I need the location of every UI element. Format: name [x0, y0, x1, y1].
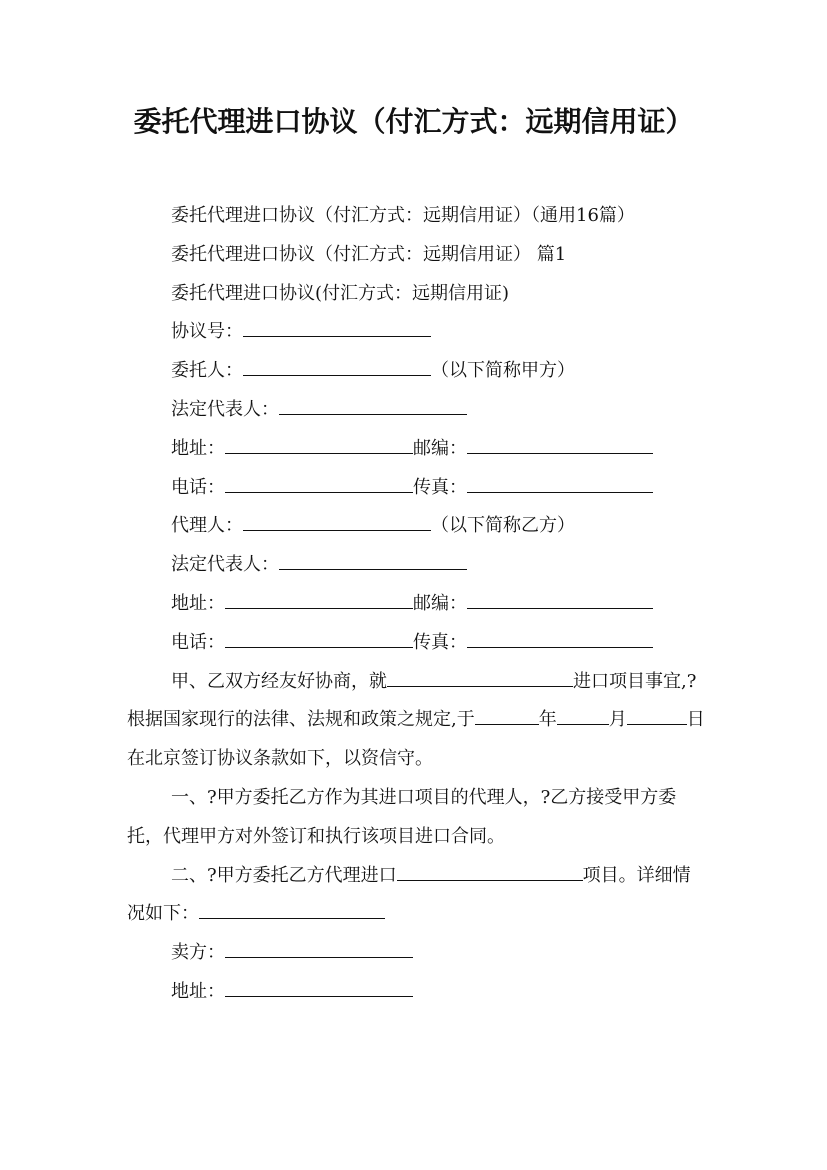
agreement-no-line: [127, 313, 707, 352]
legal-rep-a-line: [127, 391, 707, 430]
agreement-subtitle: 委托代理进口协议(付汇方式：远期信用证): [171, 282, 510, 304]
section-heading: 委托代理进口协议（付汇方式：远期信用证） 篇1: [171, 243, 567, 265]
seller-label: 卖方：: [171, 942, 225, 964]
fax-b-blank: [467, 631, 653, 648]
legal-rep-b-line: [127, 546, 707, 585]
fax-a-blank: [467, 476, 653, 493]
agent-suffix: （以下简称乙方）: [431, 515, 575, 537]
address-a-label: 地址：: [171, 437, 225, 459]
postcode-b-blank: [467, 592, 653, 609]
seller-address-label: 地址：: [171, 980, 225, 1002]
intro-line: 委托代理进口协议（付汇方式：远期信用证）（通用16篇）: [171, 205, 635, 226]
day-blank: [627, 708, 687, 725]
year-blank: [475, 708, 539, 725]
phone-b-blank: [225, 631, 413, 648]
document-body: [127, 197, 707, 1012]
document-title: 委托代理进口协议（付汇方式：远期信用证）: [133, 105, 694, 138]
agreement-no-label: 协议号：: [171, 321, 243, 343]
fax-a-label: 传真：: [413, 476, 467, 498]
details-blank: [199, 902, 385, 919]
fax-b-label: 传真：: [413, 631, 467, 653]
clause-1: 一、?甲方委托乙方作为其进口项目的代理人，?乙方接受甲方委托，代理甲方对外签订和执行该项目进口合同。: [127, 786, 677, 847]
negotiation-part4: 月: [608, 709, 627, 731]
project-blank: [387, 670, 573, 687]
postcode-a-blank: [467, 437, 653, 454]
clause-2-part1: 二、?甲方委托乙方代理进口: [171, 864, 397, 886]
legal-rep-a-blank: [279, 398, 467, 415]
negotiation-part5: 日在北京签订协议条款如下，以资信守。: [127, 709, 705, 770]
clause-2-part2: 项目。详细情况如下：: [127, 864, 691, 925]
negotiation-part3: 年: [538, 709, 557, 731]
legal-rep-b-blank: [279, 553, 467, 570]
principal-line: [127, 352, 707, 391]
phone-b-line: [127, 624, 707, 663]
principal-suffix: （以下简称甲方）: [431, 360, 575, 382]
phone-a-label: 电话：: [171, 476, 225, 498]
seller-address-blank: [225, 980, 413, 997]
address-a-line: [127, 430, 707, 469]
agent-blank: [243, 514, 431, 531]
phone-a-line: [127, 469, 707, 508]
negotiation-part1: 甲、乙双方经友好协商，就: [171, 670, 387, 692]
address-b-label: 地址：: [171, 592, 225, 614]
agreement-no-blank: [243, 320, 431, 337]
seller-address-line: [127, 973, 707, 1012]
month-blank: [557, 708, 609, 725]
legal-rep-b-label: 法定代表人：: [171, 554, 279, 576]
postcode-b-label: 邮编：: [413, 592, 467, 614]
principal-blank: [243, 359, 431, 376]
negotiation-part2: 进口项目事宜,?根据国家现行的法律、法规和政策之规定,于: [127, 670, 697, 731]
address-b-blank: [225, 592, 413, 609]
address-a-blank: [225, 437, 413, 454]
principal-label: 委托人：: [171, 360, 243, 382]
address-b-line: [127, 585, 707, 624]
legal-rep-a-label: 法定代表人：: [171, 398, 279, 420]
seller-line: [127, 934, 707, 973]
phone-b-label: 电话：: [171, 631, 225, 653]
clause-2-blank: [397, 864, 583, 881]
negotiation-paragraph: [127, 663, 707, 779]
postcode-a-label: 邮编：: [413, 437, 467, 459]
agent-label: 代理人：: [171, 515, 243, 537]
clause-2: [127, 857, 707, 935]
seller-blank: [225, 941, 413, 958]
agent-line: [127, 507, 707, 546]
phone-a-blank: [225, 476, 413, 493]
